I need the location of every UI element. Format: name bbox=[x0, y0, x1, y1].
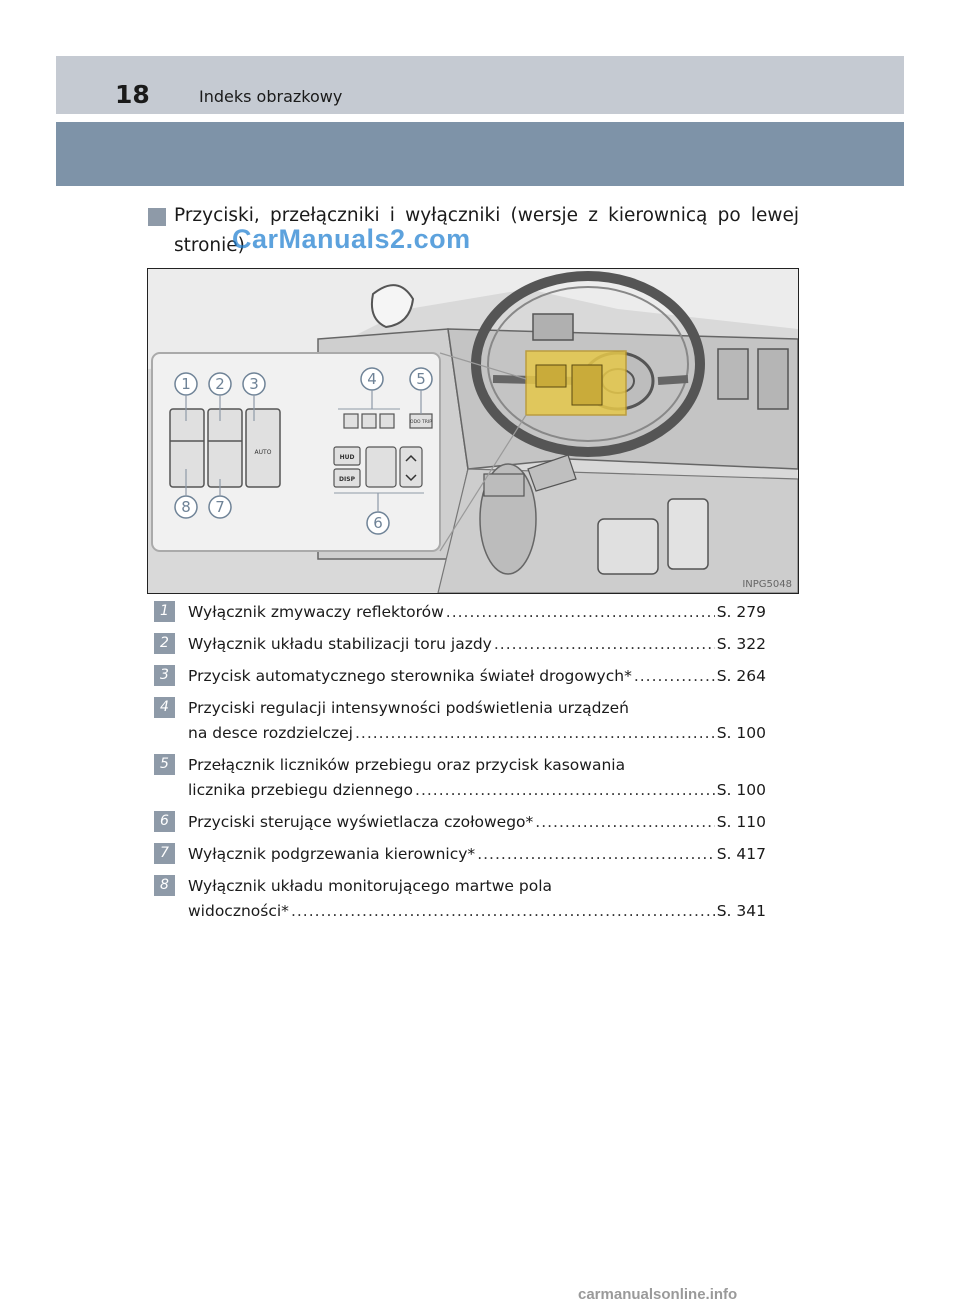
hud-button-label: HUD bbox=[339, 454, 355, 461]
callout-4: 4 bbox=[367, 370, 377, 388]
dashboard-illustration bbox=[147, 268, 799, 594]
leader-dots bbox=[415, 778, 715, 803]
item-number-badge: 3 bbox=[154, 665, 175, 686]
section-heading: Przyciski, przełączniki i wyłączniki (wersje z kierownicą po lewej stronie) bbox=[174, 205, 799, 256]
figure-code: INPG5048 bbox=[742, 579, 792, 590]
page-number: 18 bbox=[115, 80, 150, 109]
reference-list bbox=[154, 600, 766, 931]
page-link[interactable]: S. 110 bbox=[716, 813, 766, 831]
item-text: Wyłącznik zmywaczy reflektorów bbox=[188, 603, 444, 621]
page-link[interactable]: S. 264 bbox=[716, 667, 766, 685]
list-item bbox=[154, 664, 766, 689]
page-link[interactable]: S. 322 bbox=[716, 635, 766, 653]
item-text: Przycisk automatycznego sterownika świateł drogowych* bbox=[188, 667, 632, 685]
item-text-continued: licznika przebiegu dziennego bbox=[188, 781, 414, 799]
page-link[interactable]: S. 100 bbox=[716, 724, 766, 742]
leader-dots bbox=[535, 810, 714, 835]
dashboard-drawing bbox=[148, 269, 798, 593]
page-link[interactable]: S. 100 bbox=[716, 781, 766, 799]
item-number-badge: 8 bbox=[154, 875, 175, 896]
list-item bbox=[154, 632, 766, 657]
list-item bbox=[154, 600, 766, 625]
callout-3: 3 bbox=[249, 375, 259, 393]
item-text: Wyłącznik układu monitorującego martwe pola bbox=[188, 877, 553, 895]
item-number-badge: 6 bbox=[154, 811, 175, 832]
page-link[interactable]: S. 279 bbox=[716, 603, 766, 621]
auto-switch-label: AUTO bbox=[254, 449, 272, 456]
page-link[interactable]: S. 417 bbox=[716, 845, 766, 863]
header-band bbox=[56, 56, 904, 114]
leader-dots bbox=[355, 721, 715, 746]
item-number-badge: 4 bbox=[154, 697, 175, 718]
leader-dots bbox=[494, 632, 715, 657]
list-item bbox=[154, 874, 766, 924]
source-watermark: carmanualsonline.info bbox=[578, 1286, 738, 1303]
item-text: Przyciski sterujące wyświetlacza czołowego* bbox=[188, 813, 534, 831]
list-item bbox=[154, 810, 766, 835]
callout-1: 1 bbox=[181, 375, 191, 393]
callout-8: 8 bbox=[181, 498, 191, 516]
item-text: Przełącznik liczników przebiegu oraz przycisk kasowania bbox=[188, 756, 626, 774]
callout-7: 7 bbox=[215, 498, 225, 516]
list-item bbox=[154, 696, 766, 746]
list-item bbox=[154, 842, 766, 867]
odo-trip-label: ODO TRIP bbox=[410, 420, 432, 425]
leader-dots bbox=[634, 664, 715, 689]
item-text: Przyciski regulacji intensywności podświetlenia urządzeń bbox=[188, 699, 629, 717]
item-number-badge: 5 bbox=[154, 754, 175, 775]
disp-button-label: DISP bbox=[339, 476, 355, 483]
item-text-continued: widoczności* bbox=[188, 902, 289, 920]
leader-dots bbox=[477, 842, 715, 867]
section-name: Indeks obrazkowy bbox=[199, 87, 343, 106]
item-number-badge: 1 bbox=[154, 601, 175, 622]
item-number-badge: 2 bbox=[154, 633, 175, 654]
item-text-continued: na desce rozdzielczej bbox=[188, 724, 353, 742]
leader-dots bbox=[446, 600, 715, 625]
heading-square-icon bbox=[148, 208, 166, 226]
item-number-badge: 7 bbox=[154, 843, 175, 864]
item-text: Wyłącznik podgrzewania kierownicy* bbox=[188, 845, 476, 863]
callout-2: 2 bbox=[215, 375, 225, 393]
page-link[interactable]: S. 341 bbox=[716, 902, 766, 920]
watermark: CarManuals2.com bbox=[232, 224, 471, 254]
callout-6: 6 bbox=[373, 514, 383, 532]
leader-dots bbox=[291, 899, 715, 924]
section-band bbox=[56, 122, 904, 186]
item-text: Wyłącznik układu stabilizacji toru jazdy bbox=[188, 635, 492, 653]
list-item bbox=[154, 753, 766, 803]
callout-5: 5 bbox=[416, 370, 426, 388]
